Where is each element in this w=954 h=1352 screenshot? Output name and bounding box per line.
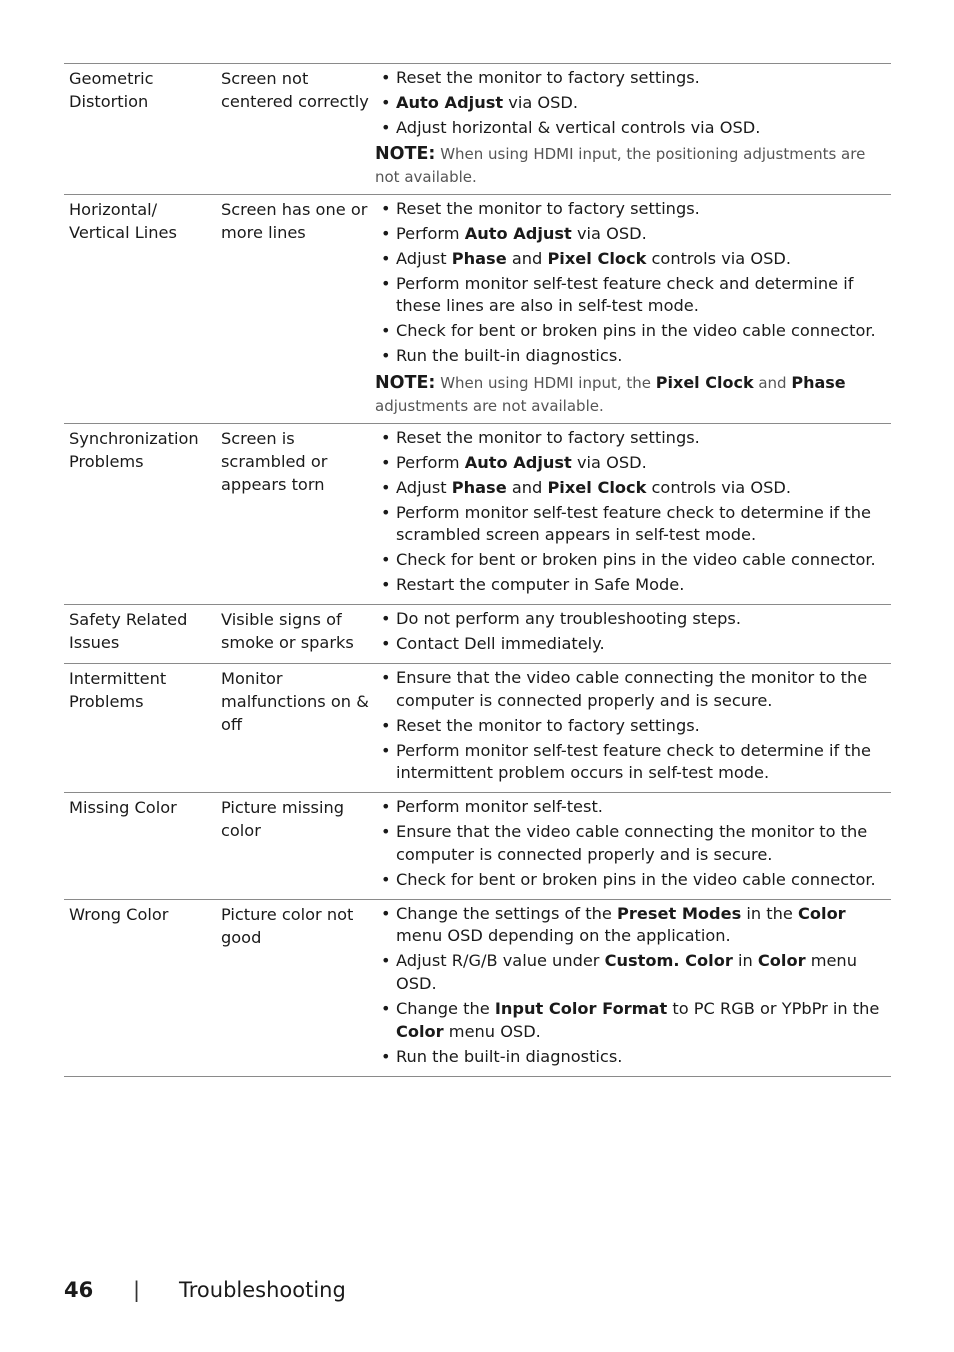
list-item	[375, 248, 887, 271]
list-item	[375, 117, 887, 140]
symptom-cell: Monitor malfunctions on & off	[221, 669, 369, 735]
table-row	[64, 424, 891, 606]
problem-cell: Wrong Color	[69, 904, 169, 924]
text-run: Reset the monitor to factory settings.	[396, 198, 700, 218]
text-run: Check for bent or broken pins in the video cable connector.	[396, 550, 876, 570]
list-item	[375, 320, 887, 343]
list-item	[375, 198, 887, 221]
bold-term: Auto Adjust	[464, 223, 572, 243]
symptom-cell: Screen not centered correctly	[221, 69, 369, 111]
list-item	[375, 608, 887, 631]
list-item	[375, 502, 887, 547]
list-item	[375, 998, 887, 1043]
bold-term: Input Color Format	[494, 998, 668, 1018]
bold-term: Preset Modes	[617, 903, 742, 923]
text-run: Run the built-in diagnostics.	[396, 1046, 623, 1066]
text-run: When using HDMI input, the positioning adjustments are not available.	[375, 144, 866, 186]
text-run: Adjust	[396, 477, 452, 497]
text-run: menu OSD depending on the application.	[396, 926, 731, 946]
table-row	[64, 793, 891, 900]
text-run: Ensure that the video cable connecting the monitor to the computer is connected properly and is secure.	[396, 822, 868, 864]
bold-term: Color	[798, 903, 846, 923]
solution-list	[375, 427, 887, 597]
bold-term: Auto Adjust	[464, 452, 572, 472]
symptom-cell: Picture color not good	[221, 904, 354, 947]
bold-term: Pixel Clock	[655, 372, 754, 392]
bold-term: Phase	[791, 372, 846, 392]
solution-list	[375, 903, 887, 1068]
text-run: controls via OSD.	[646, 248, 791, 268]
list-item	[375, 427, 887, 450]
list-item	[375, 273, 887, 318]
text-run: in the	[741, 903, 799, 923]
text-run: via OSD.	[571, 223, 647, 243]
table-row	[64, 64, 891, 195]
note	[375, 371, 887, 418]
list-item	[375, 903, 887, 948]
list-item	[375, 549, 887, 572]
solution-cell	[372, 427, 891, 600]
symptom-cell: Screen has one or more lines	[221, 199, 368, 242]
text-run: Perform monitor self-test feature check to determine if the scrambled screen appears in self-test mode.	[396, 502, 871, 545]
text-run: Change the settings of the	[396, 903, 617, 923]
table-row	[64, 900, 891, 1077]
note	[375, 143, 887, 189]
list-item	[375, 92, 887, 115]
bold-term: Auto Adjust	[396, 92, 504, 112]
table-row	[64, 664, 891, 793]
list-item	[375, 740, 887, 785]
solution-cell	[372, 667, 891, 787]
list-item	[375, 869, 887, 892]
solution-list	[375, 796, 887, 891]
solution-cell	[372, 903, 891, 1071]
text-run: Check for bent or broken pins in the video cable connector.	[396, 321, 876, 341]
text-run: Perform	[396, 223, 465, 243]
text-run: to PC RGB or YPbPr in the	[667, 998, 880, 1018]
text-run: Restart the computer in Safe Mode.	[396, 575, 685, 595]
text-run: Run the built-in diagnostics.	[396, 346, 623, 366]
text-run: Perform monitor self-test feature check to determine if the intermittent problem occurs in self-test mode.	[396, 740, 871, 783]
text-run: and	[506, 477, 548, 497]
list-item	[375, 950, 887, 995]
text-run: adjustments are not available.	[375, 396, 604, 415]
list-item	[375, 715, 887, 738]
bold-term: Pixel Clock	[547, 477, 647, 497]
list-item	[375, 633, 887, 656]
text-run: Adjust	[396, 248, 452, 268]
symptom-cell: Screen is scrambled or appears torn	[221, 428, 328, 494]
list-item	[375, 345, 887, 368]
bold-term: Color	[396, 1021, 444, 1041]
text-run: via OSD.	[503, 92, 579, 112]
text-run: Reset the monitor to factory settings.	[396, 427, 700, 447]
solution-list	[375, 667, 887, 785]
text-run: Check for bent or broken pins in the video cable connector.	[396, 869, 876, 889]
solution-list	[375, 608, 887, 656]
text-run: Change the	[396, 998, 495, 1018]
text-run: Ensure that the video cable connecting the monitor to the computer is connected properly and is secure.	[396, 668, 868, 710]
solution-cell	[372, 796, 891, 894]
bold-term: Phase	[451, 248, 507, 268]
text-run: menu OSD.	[443, 1021, 541, 1041]
solution-cell	[372, 67, 891, 189]
solution-list	[375, 198, 887, 368]
list-item	[375, 1046, 887, 1069]
symptom-cell: Visible signs of smoke or sparks	[221, 610, 354, 653]
text-run: Adjust horizontal & vertical controls via OSD.	[396, 117, 761, 137]
bold-term: Pixel Clock	[547, 248, 647, 268]
solution-list	[375, 67, 887, 140]
table-row	[64, 605, 891, 664]
troubleshooting-table	[64, 63, 891, 1077]
text-run: Reset the monitor to factory settings.	[396, 715, 700, 735]
section-title: Troubleshooting	[179, 1278, 346, 1302]
solution-cell	[372, 198, 891, 418]
text-run: When using HDMI input, the	[435, 373, 656, 392]
list-item	[375, 477, 887, 500]
list-item	[375, 67, 887, 90]
problem-cell: Geometric Distortion	[69, 69, 154, 111]
list-item	[375, 452, 887, 475]
symptom-cell: Picture missing color	[221, 798, 344, 841]
text-run: menu OSD.	[396, 951, 857, 993]
text-run: Contact Dell immediately.	[396, 634, 605, 654]
list-item	[375, 574, 887, 597]
text-run: Adjust R/G/B value under	[396, 951, 605, 971]
text-run: and	[753, 373, 792, 392]
footer-separator: |	[133, 1278, 141, 1302]
text-run: Perform monitor self-test.	[396, 797, 603, 817]
text-run: in	[732, 951, 758, 971]
text-run: Reset the monitor to factory settings.	[396, 68, 700, 87]
bold-term: Phase	[451, 477, 507, 497]
text-run: Perform	[396, 452, 465, 472]
solution-cell	[372, 608, 891, 658]
problem-cell: Synchronization Problems	[69, 428, 199, 471]
bold-term: Color	[757, 951, 806, 971]
text-run: Perform monitor self-test feature check and determine if these lines are also in self-test mode.	[396, 273, 854, 316]
note-label: NOTE:	[375, 372, 436, 393]
note-label: NOTE:	[375, 143, 436, 164]
table-row	[64, 195, 891, 424]
list-item	[375, 796, 887, 819]
problem-cell: Missing Color	[69, 798, 177, 818]
text-run: via OSD.	[571, 452, 647, 472]
list-item	[375, 821, 887, 866]
problem-cell: Intermittent Problems	[69, 669, 167, 712]
problem-cell: Safety Related Issues	[69, 610, 188, 653]
bold-term: Custom. Color	[604, 951, 733, 971]
text-run: Do not perform any troubleshooting steps.	[396, 609, 742, 629]
problem-cell: Horizontal/ Vertical Lines	[69, 199, 177, 242]
list-item	[375, 667, 887, 712]
text-run: and	[506, 248, 548, 268]
list-item	[375, 223, 887, 246]
text-run: controls via OSD.	[646, 477, 791, 497]
page-number: 46	[64, 1278, 94, 1302]
